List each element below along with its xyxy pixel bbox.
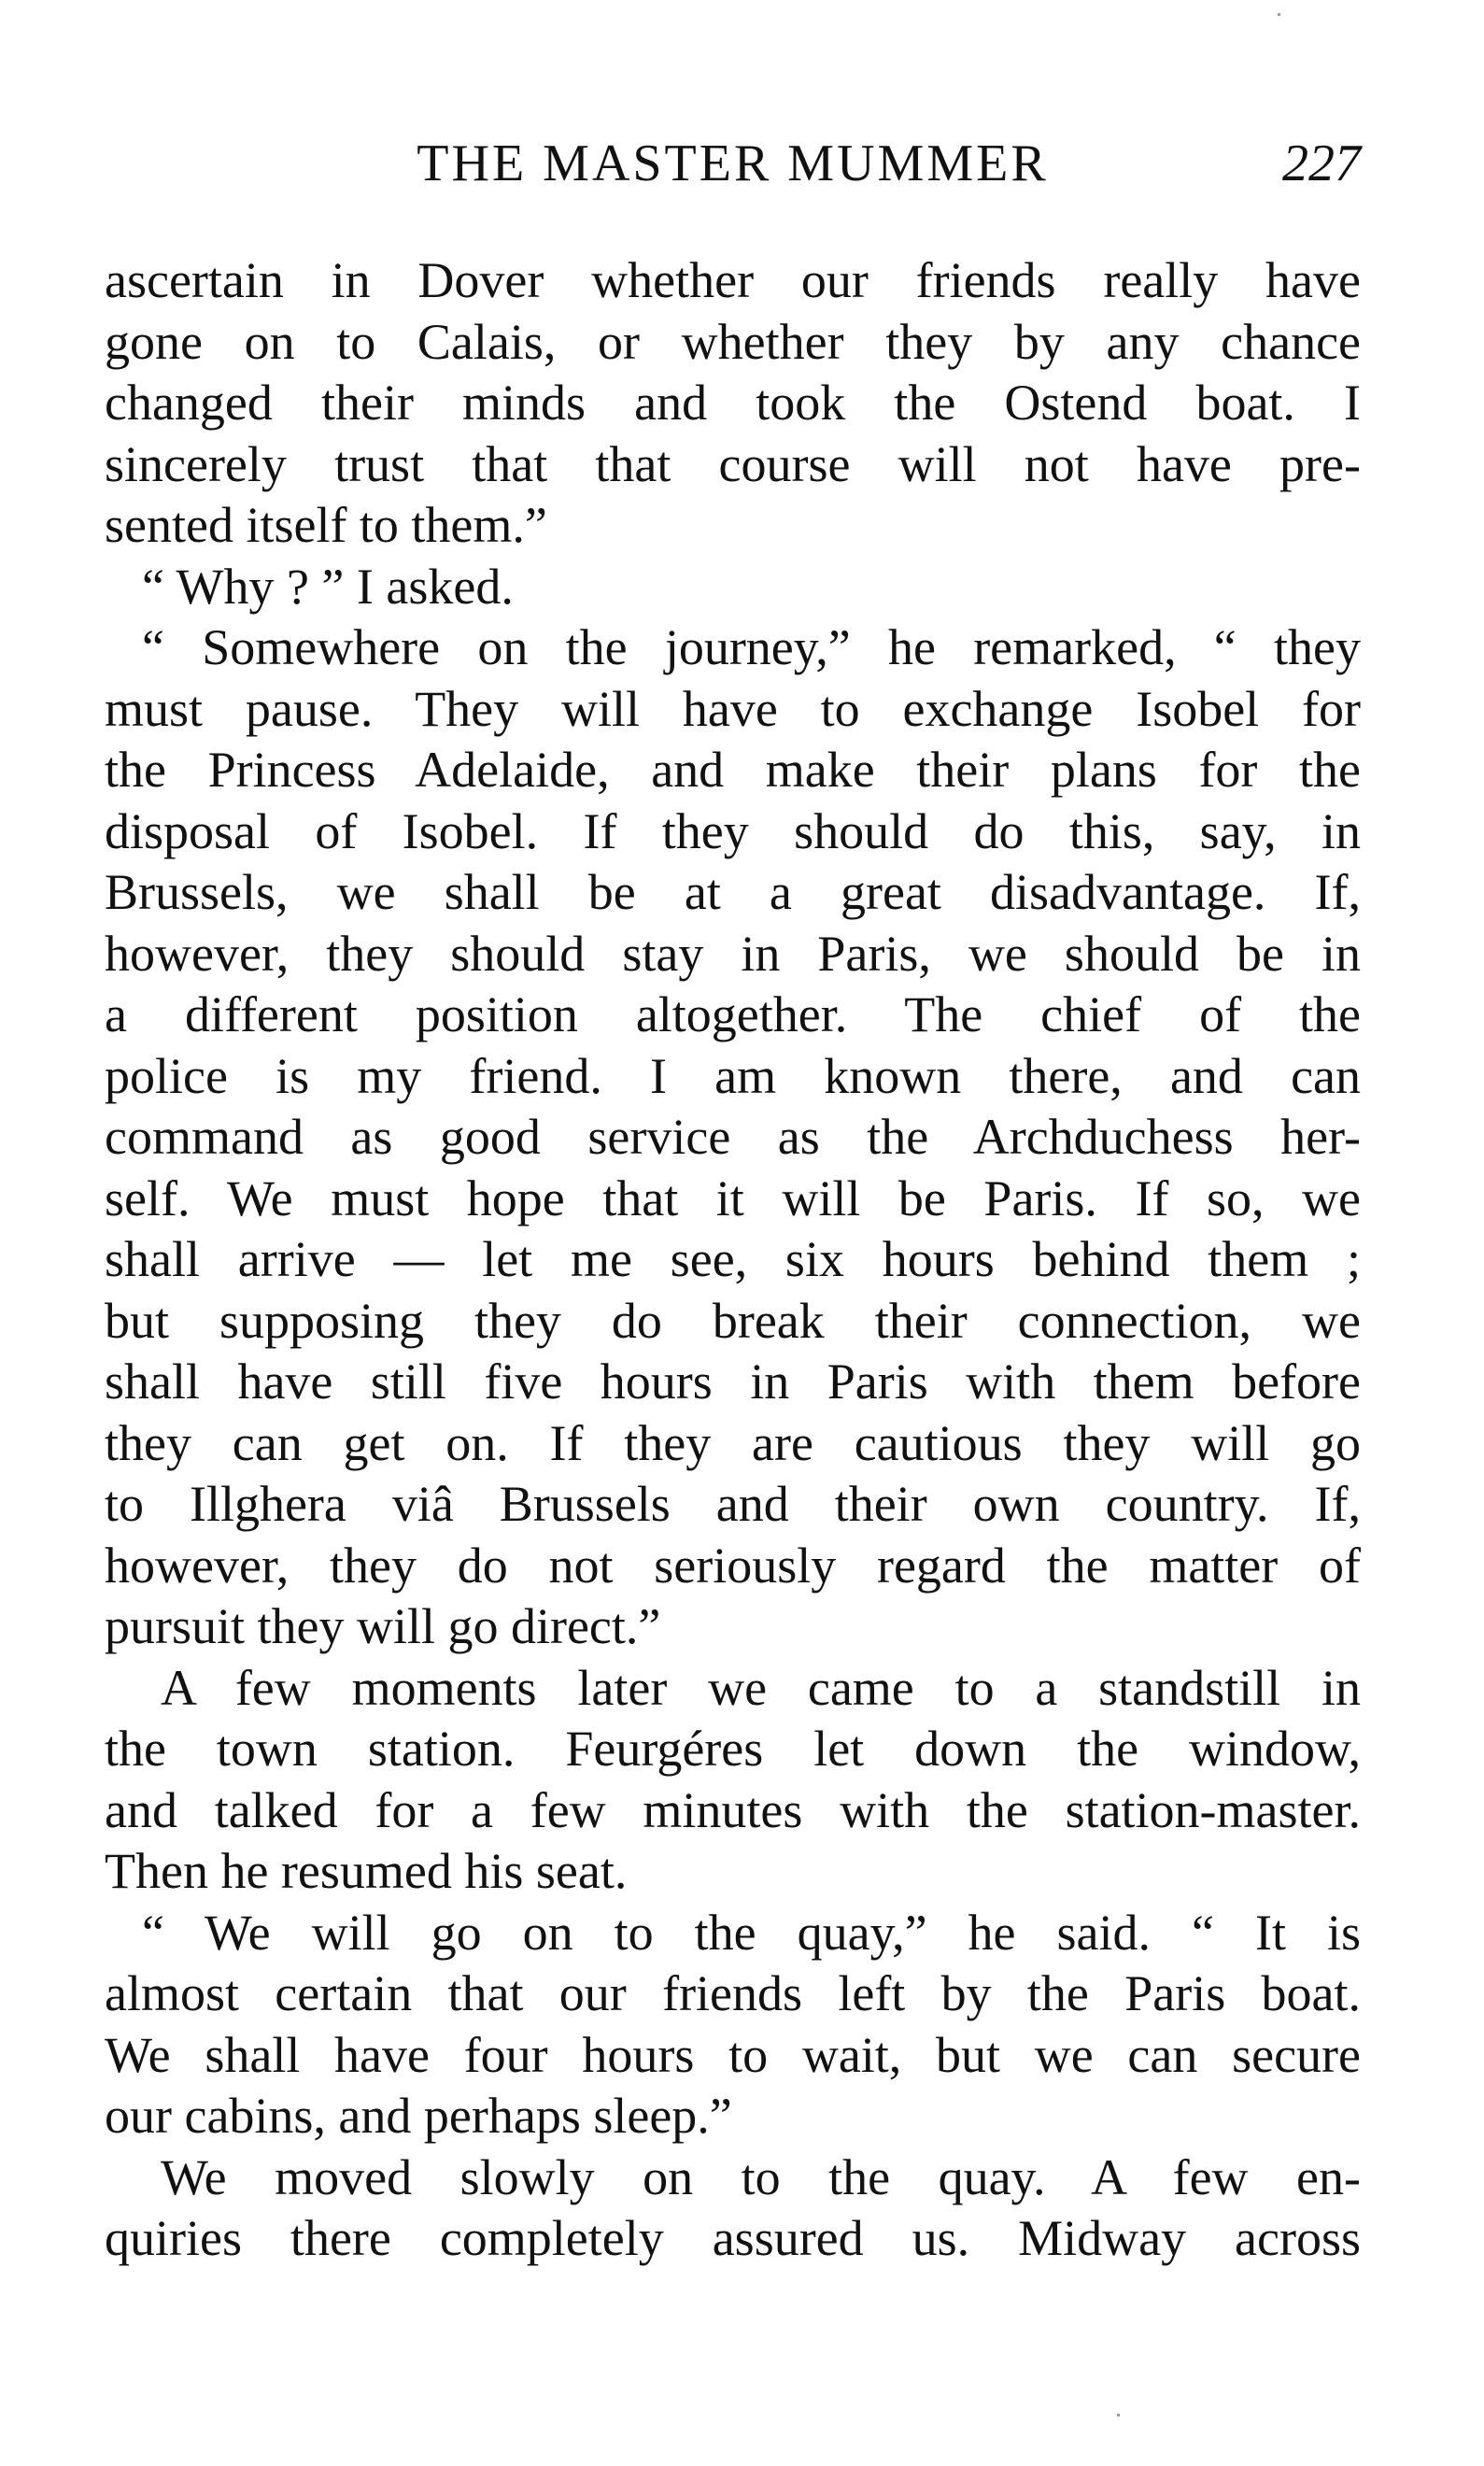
scan-speck [1278, 13, 1280, 16]
text-line: ascertain in Dover whether our friends really have [105, 252, 1361, 308]
text-line: police is my friend. I am known there, and can [105, 1047, 1361, 1104]
text-line: quiries there completely assured us. Midway across [105, 2210, 1361, 2266]
text-line: shall arrive — let me see, six hours behind them ; [105, 1231, 1361, 1287]
text-line: Brussels, we shall be at a great disadvantage. If, [105, 864, 1361, 920]
text-line: “ Somewhere on the journey,” he remarked, “ they [142, 619, 1361, 675]
text-line: “ We will go on to the quay,” he said. “ It is [142, 1904, 1361, 1961]
text-line: pursuit they will go direct.” [105, 1598, 661, 1654]
text-line: shall have still five hours in Paris with them before [105, 1353, 1361, 1410]
text-line: “ Why ? ” I asked. [142, 558, 514, 615]
text-line: however, they should stay in Paris, we should be in [105, 925, 1361, 982]
text-line: a different position altogether. The chief of the [105, 986, 1361, 1042]
text-line: disposal of Isobel. If they should do this, say, in [105, 802, 1361, 859]
text-line: sincerely trust that that course will not have pre- [105, 435, 1361, 492]
text-line: command as good service as the Archduchess her- [105, 1109, 1361, 1165]
text-line: the town station. Feurgéres let down the window, [105, 1721, 1361, 1777]
text-line: We shall have four hours to wait, but we can secure [105, 2026, 1361, 2083]
text-line: must pause. They will have to exchange Isobel for [105, 680, 1361, 737]
page-header [105, 131, 1361, 196]
text-line: changed their minds and took the Ostend boat. I [105, 375, 1361, 431]
running-title: THE MASTER MUMMER [417, 135, 1049, 192]
page-number: 227 [1282, 135, 1361, 192]
text-line: to Illghera viâ Brussels and their own country. If, [105, 1476, 1361, 1532]
text-line: they can get on. If they are cautious they will go [105, 1414, 1361, 1471]
text-line: A few moments later we came to a standstill in [161, 1659, 1361, 1716]
text-line: Then he resumed his seat. [105, 1843, 628, 1899]
text-line: our cabins, and perhaps sleep.” [105, 2088, 732, 2144]
text-line: gone on to Calais, or whether they by any chance [105, 313, 1361, 370]
scan-speck [1117, 2414, 1120, 2416]
text-line: but supposing they do break their connection, we [105, 1292, 1361, 1349]
text-line: and talked for a few minutes with the station-master. [105, 1781, 1361, 1838]
text-line: however, they do not seriously regard the matter of [105, 1537, 1361, 1594]
text-line: almost certain that our friends left by the Paris boat. [105, 1965, 1361, 2021]
text-line: We moved slowly on to the quay. A few en- [161, 2148, 1361, 2205]
text-line: the Princess Adelaide, and make their plans for the [105, 742, 1361, 798]
body-text [105, 250, 1361, 2270]
text-line: sented itself to them.” [105, 497, 547, 553]
text-line: self. We must hope that it will be Paris. If so, we [105, 1169, 1361, 1226]
